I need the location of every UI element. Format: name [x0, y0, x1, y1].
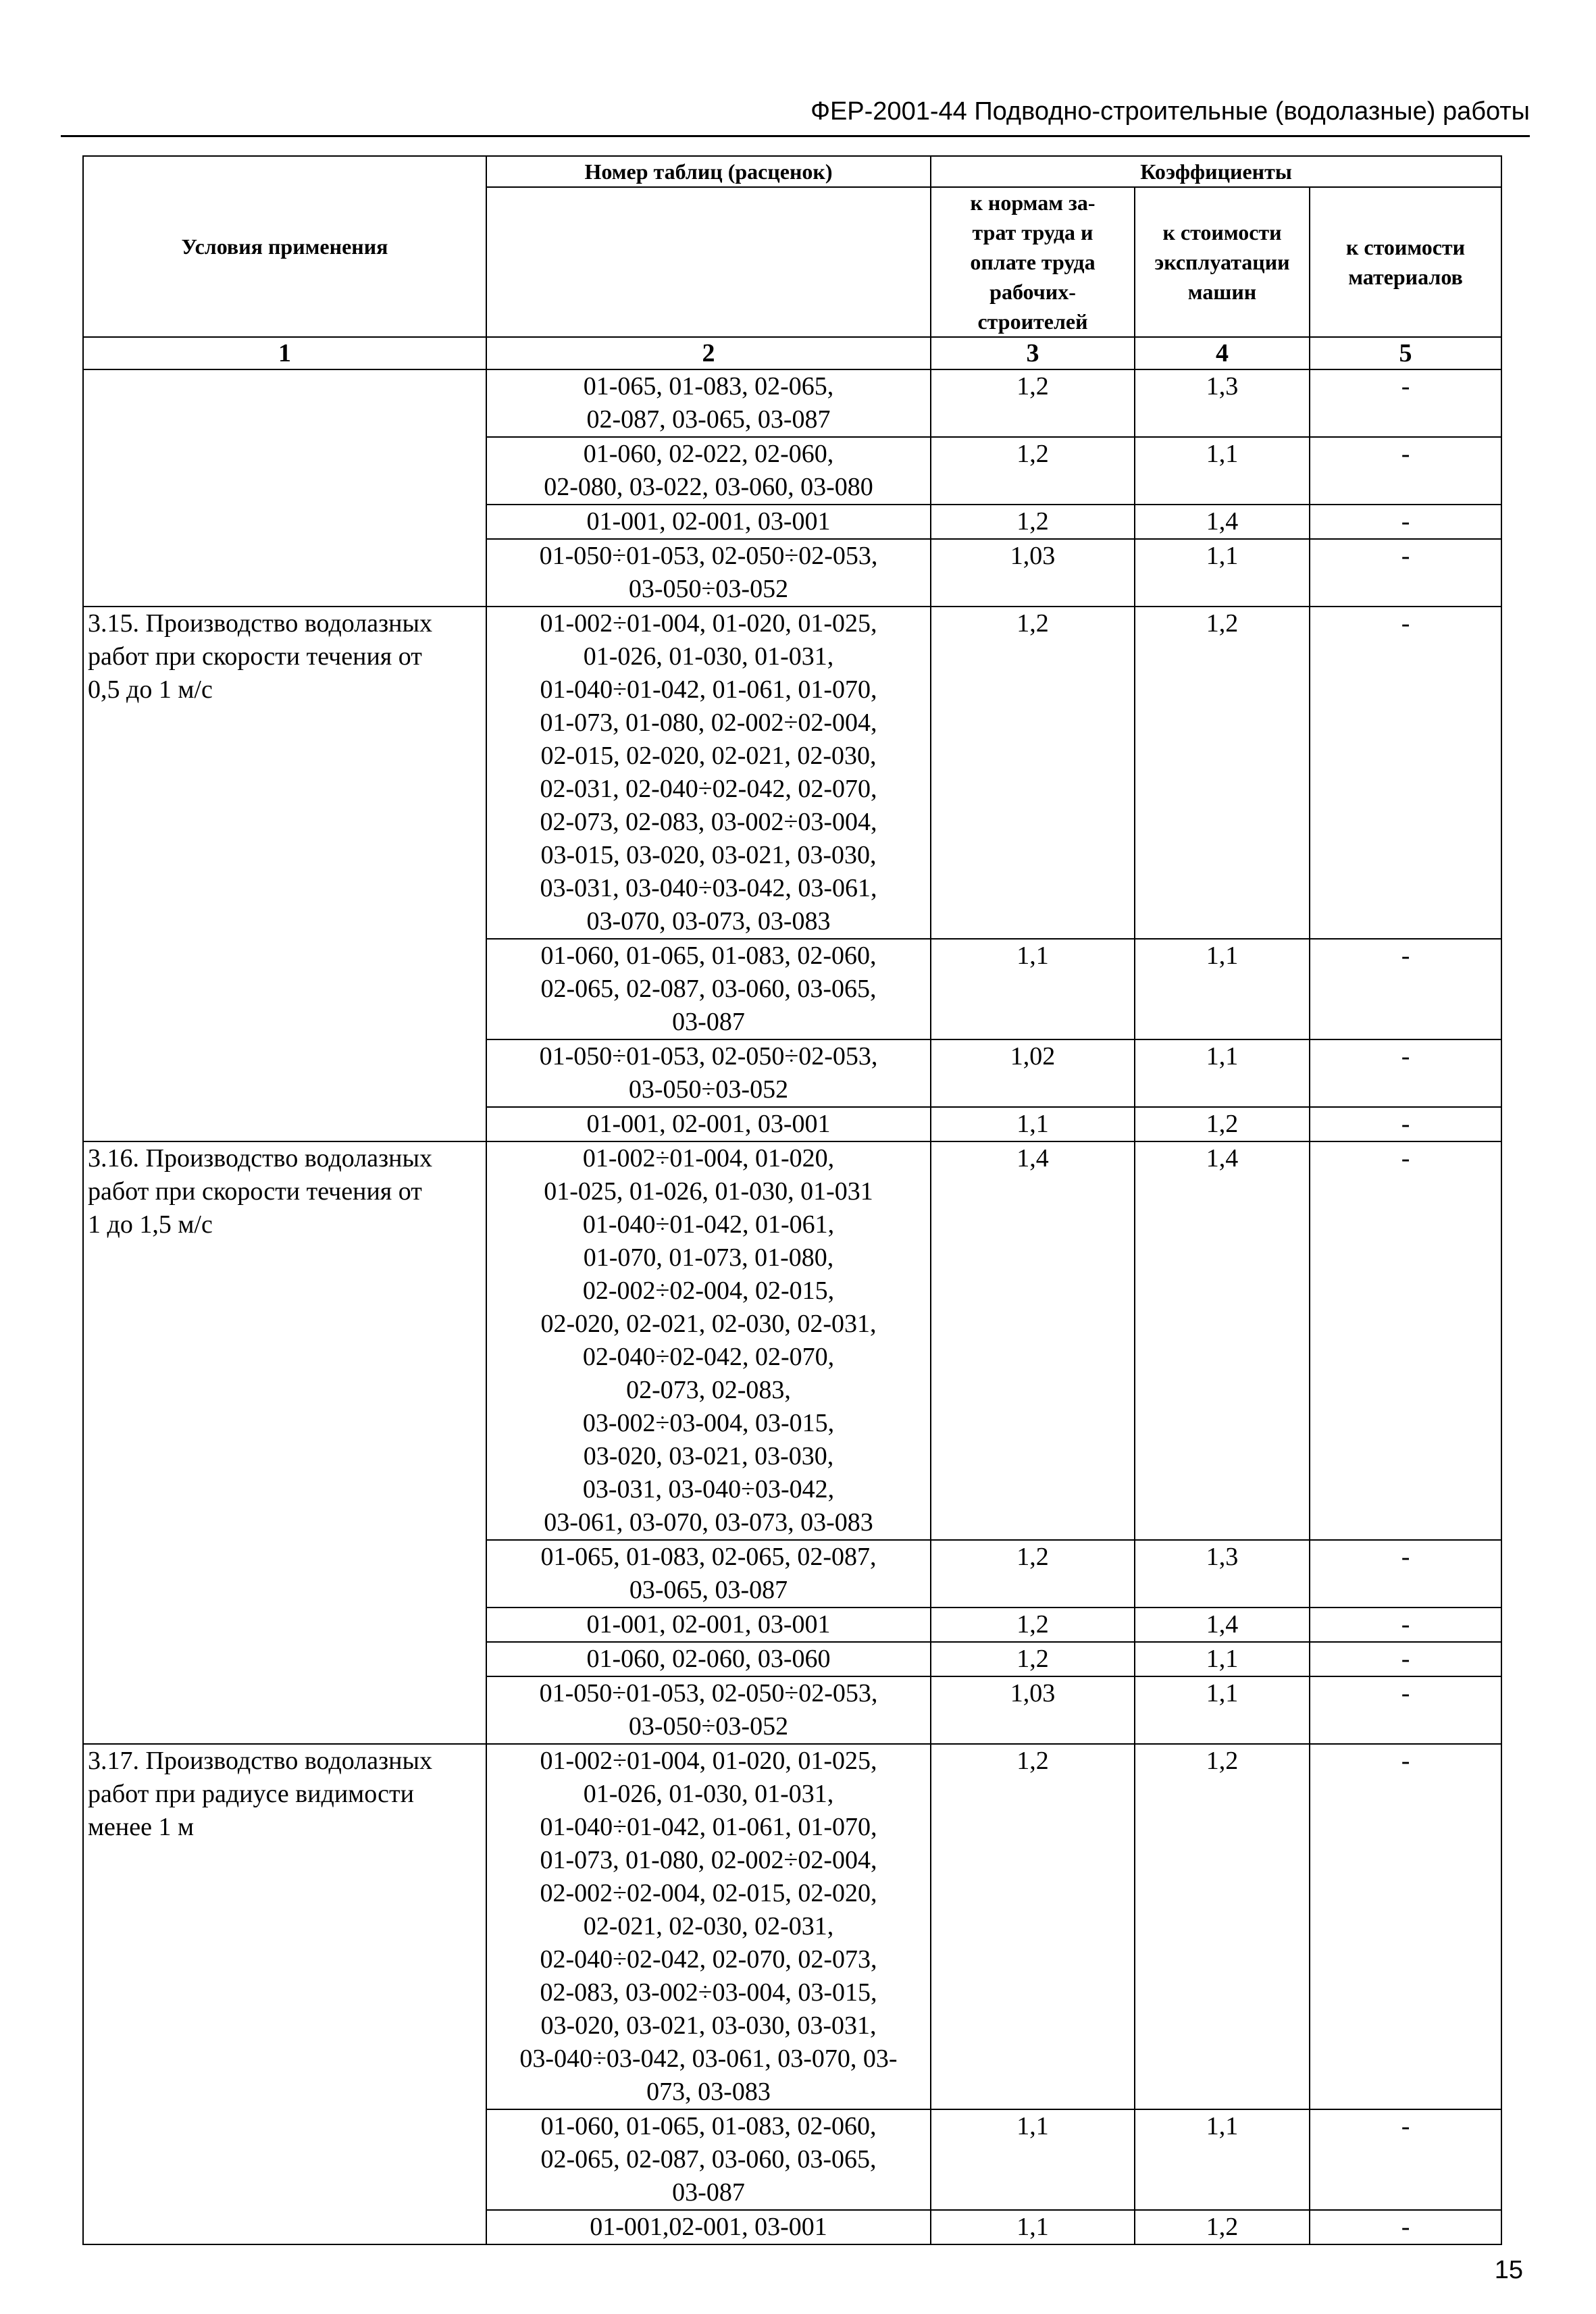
table-numbers-cell: 01-060, 02-060, 03-060: [486, 1642, 931, 1676]
labor-coefficient-cell: 1,2: [931, 505, 1135, 539]
machines-coefficient-cell: 1,4: [1135, 1608, 1310, 1642]
machines-coefficient-cell: 1,1: [1135, 1039, 1310, 1107]
labor-coefficient-cell: 1,2: [931, 1540, 1135, 1608]
table-numbers-cell: 01-060, 02-022, 02-060, 02-080, 03-022, 03-060, 03-080: [486, 437, 931, 505]
condition-cell: 3.16. Производство водолазных работ при скорости течения от 1 до 1,5 м/с: [83, 1141, 486, 1744]
materials-coefficient-cell: -: [1310, 369, 1501, 437]
machines-coefficient-cell: 1,1: [1135, 437, 1310, 505]
materials-coefficient-cell: -: [1310, 2210, 1501, 2244]
labor-coefficient-cell: 1,2: [931, 1642, 1135, 1676]
materials-coefficient-cell: -: [1310, 1676, 1501, 1744]
table-numbers-cell: 01-002÷01-004, 01-020, 01-025, 01-026, 01-030, 01-031, 01-040÷01-042, 01-061, 01-070, 01-073, 01-080, 02-002÷02-004, 02-015, 02-020, 02-021, 02-030, 02-031, 02-040÷02-042, 02-070, 02-073, 02-083, 03-002÷03-004, 03-015, 03-020, 03-021, 03-030, 03-031, 03-040÷03-042, 03-061, 03-070, 03-073, 03-083: [486, 607, 931, 939]
labor-coefficient-cell: 1,2: [931, 1608, 1135, 1642]
table-numbers-cell: 01-001, 02-001, 03-001: [486, 1608, 931, 1642]
labor-coefficient-cell: 1,2: [931, 369, 1135, 437]
materials-coefficient-cell: -: [1310, 505, 1501, 539]
column-number: 5: [1310, 337, 1501, 369]
document-title: ФЕР-2001-44 Подводно-строительные (водолазные) работы: [810, 97, 1530, 126]
materials-coefficient-cell: -: [1310, 1039, 1501, 1107]
table-numbers-cell: 01-002÷01-004, 01-020, 01-025, 01-026, 01-030, 01-031, 01-040÷01-042, 01-061, 01-070, 01-073, 01-080, 02-002÷02-004, 02-002÷02-004, 02-015, 02-020, 02-021, 02-030, 02-031, 02-040÷02-042, 02-070, 02-073, 02-083, 03-002÷03-004, 03-015, 03-020, 03-021, 03-030, 03-031, 03-040÷03-042, 03-061, 03-070, 03- 073, 03-083: [486, 1744, 931, 2109]
labor-coefficient-cell: 1,2: [931, 607, 1135, 939]
labor-coefficient-cell: 1,2: [931, 1744, 1135, 2109]
column-number: 2: [486, 337, 931, 369]
table-numbers-cell: 01-002÷01-004, 01-020, 01-025, 01-026, 01-030, 01-031 01-040÷01-042, 01-061, 01-070, 01-073, 01-080, 02-002÷02-004, 02-015, 02-020, 02-021, 02-030, 02-031, 02-040÷02-042, 02-070, 02-073, 02-083, 03-002÷03-004, 03-015, 03-020, 03-021, 03-030, 03-031, 03-040÷03-042, 03-061, 03-070, 03-073, 03-083: [486, 1141, 931, 1540]
machines-coefficient-cell: 1,1: [1135, 1676, 1310, 1744]
table-numbers-cell: 01-050÷01-053, 02-050÷02-053, 03-050÷03-052: [486, 1676, 931, 1744]
materials-coefficient-cell: -: [1310, 1642, 1501, 1676]
machines-coefficient-cell: 1,3: [1135, 1540, 1310, 1608]
column-number: 4: [1135, 337, 1310, 369]
labor-coefficient-cell: 1,2: [931, 437, 1135, 505]
table-numbers-cell: 01-060, 01-065, 01-083, 02-060, 02-065, 02-087, 03-060, 03-065, 03-087: [486, 939, 931, 1039]
column-numbers-row: [83, 337, 1501, 369]
table-numbers-cell: 01-050÷01-053, 02-050÷02-053, 03-050÷03-052: [486, 1039, 931, 1107]
labor-coefficient-header: к нормам за- трат труда и оплате труда рабочих- строителей: [931, 187, 1135, 337]
table-numbers-cell: 01-001, 02-001, 03-001: [486, 1107, 931, 1141]
table-numbers-cell: 01-001,02-001, 03-001: [486, 2210, 931, 2244]
table-numbers-cell: 01-065, 01-083, 02-065, 02-087, 03-065, 03-087: [486, 369, 931, 437]
materials-coefficient-cell: -: [1310, 1107, 1501, 1141]
machines-coefficient-header: к стоимости эксплуатации машин: [1135, 187, 1310, 337]
conditions-header: Условия применения: [83, 156, 486, 337]
materials-coefficient-header: к стоимости материалов: [1310, 187, 1501, 337]
labor-coefficient-cell: 1,1: [931, 939, 1135, 1039]
materials-coefficient-cell: -: [1310, 2109, 1501, 2210]
materials-coefficient-cell: -: [1310, 939, 1501, 1039]
coefficients-table: [82, 155, 1502, 2245]
machines-coefficient-cell: 1,2: [1135, 2210, 1310, 2244]
column-number: 1: [83, 337, 486, 369]
condition-cell: 3.17. Производство водолазных работ при радиусе видимости менее 1 м: [83, 1744, 486, 2244]
materials-coefficient-cell: -: [1310, 437, 1501, 505]
coefficients-header: Коэффициенты: [931, 156, 1501, 187]
table-row: [83, 1141, 1501, 1540]
materials-coefficient-cell: -: [1310, 539, 1501, 607]
table-numbers-cell: 01-065, 01-083, 02-065, 02-087, 03-065, 03-087: [486, 1540, 931, 1608]
table-numbers-cell: 01-001, 02-001, 03-001: [486, 505, 931, 539]
materials-coefficient-cell: -: [1310, 1540, 1501, 1608]
machines-coefficient-cell: 1,1: [1135, 539, 1310, 607]
materials-coefficient-cell: -: [1310, 1141, 1501, 1540]
column-number: 3: [931, 337, 1135, 369]
labor-coefficient-cell: 1,03: [931, 539, 1135, 607]
condition-cell: [83, 369, 486, 607]
table-numbers-header-blank: [486, 187, 931, 337]
table-row: [83, 607, 1501, 939]
machines-coefficient-cell: 1,1: [1135, 939, 1310, 1039]
materials-coefficient-cell: -: [1310, 607, 1501, 939]
machines-coefficient-cell: 1,1: [1135, 1642, 1310, 1676]
labor-coefficient-cell: 1,1: [931, 1107, 1135, 1141]
labor-coefficient-cell: 1,03: [931, 1676, 1135, 1744]
machines-coefficient-cell: 1,4: [1135, 1141, 1310, 1540]
machines-coefficient-cell: 1,2: [1135, 607, 1310, 939]
page-header: [61, 95, 1530, 137]
machines-coefficient-cell: 1,3: [1135, 369, 1310, 437]
table-row: [83, 1744, 1501, 2109]
materials-coefficient-cell: -: [1310, 1744, 1501, 2109]
labor-coefficient-cell: 1,1: [931, 2210, 1135, 2244]
table-body: [83, 337, 1501, 2244]
machines-coefficient-cell: 1,2: [1135, 1744, 1310, 2109]
table-numbers-cell: 01-060, 01-065, 01-083, 02-060, 02-065, 02-087, 03-060, 03-065, 03-087: [486, 2109, 931, 2210]
labor-coefficient-cell: 1,02: [931, 1039, 1135, 1107]
labor-coefficient-cell: 1,1: [931, 2109, 1135, 2210]
machines-coefficient-cell: 1,1: [1135, 2109, 1310, 2210]
table-numbers-cell: 01-050÷01-053, 02-050÷02-053, 03-050÷03-052: [486, 539, 931, 607]
machines-coefficient-cell: 1,2: [1135, 1107, 1310, 1141]
table-numbers-header: Номер таблиц (расценок): [486, 156, 931, 187]
condition-cell: 3.15. Производство водолазных работ при скорости течения от 0,5 до 1 м/с: [83, 607, 486, 1141]
materials-coefficient-cell: -: [1310, 1608, 1501, 1642]
machines-coefficient-cell: 1,4: [1135, 505, 1310, 539]
table-row: [83, 369, 1501, 437]
labor-coefficient-cell: 1,4: [931, 1141, 1135, 1540]
page-number: 15: [1494, 2256, 1523, 2284]
